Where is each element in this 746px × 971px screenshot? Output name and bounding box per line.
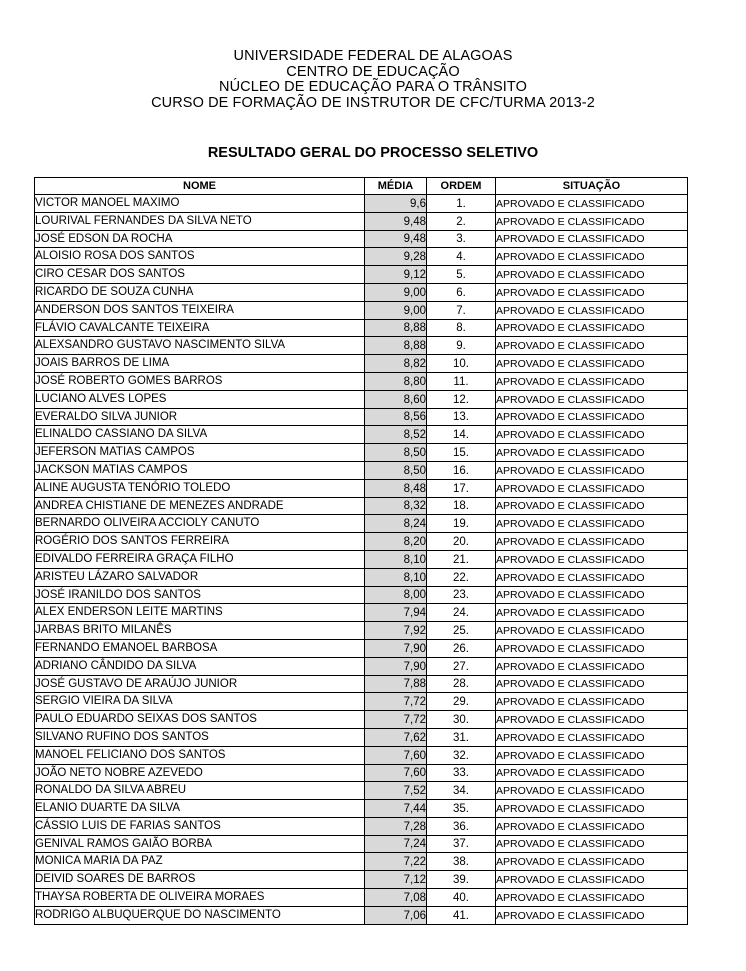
table-row: [35, 639, 688, 657]
candidate-status: APROVADO E CLASSIFICADO: [496, 533, 688, 551]
candidate-name: FERNANDO EMANOEL BARBOSA: [35, 639, 365, 657]
candidate-status: APROVADO E CLASSIFICADO: [496, 853, 688, 871]
candidate-status: APROVADO E CLASSIFICADO: [496, 355, 688, 373]
candidate-name: EDIVALDO FERREIRA GRAÇA FILHO: [35, 550, 365, 568]
candidate-rank: 19.: [427, 515, 496, 533]
candidate-status: APROVADO E CLASSIFICADO: [496, 586, 688, 604]
candidate-name: SERGIO VIEIRA DA SILVA: [35, 693, 365, 711]
table-row: [35, 515, 688, 533]
table-row: [35, 657, 688, 675]
table-row: [35, 355, 688, 373]
table-row: [35, 835, 688, 853]
table-row: [35, 301, 688, 319]
candidate-name: ALINE AUGUSTA TENÓRIO TOLEDO: [35, 479, 365, 497]
candidate-status: APROVADO E CLASSIFICADO: [496, 800, 688, 818]
candidate-rank: 1.: [427, 195, 496, 213]
candidate-status: APROVADO E CLASSIFICADO: [496, 212, 688, 230]
candidate-rank: 9.: [427, 337, 496, 355]
candidate-name: LUCIANO ALVES LOPES: [35, 390, 365, 408]
candidate-average: 7,62: [365, 728, 427, 746]
candidate-average: 8,10: [365, 568, 427, 586]
document-header: [0, 49, 746, 111]
candidate-rank: 21.: [427, 550, 496, 568]
candidate-rank: 25.: [427, 622, 496, 640]
candidate-average: 8,88: [365, 337, 427, 355]
candidate-average: 8,56: [365, 408, 427, 426]
candidate-name: ELINALDO CASSIANO DA SILVA: [35, 426, 365, 444]
candidate-name: MONICA MARIA DA PAZ: [35, 853, 365, 871]
candidate-name: ELANIO DUARTE DA SILVA: [35, 800, 365, 818]
result-title: RESULTADO GERAL DO PROCESSO SELETIVO: [207, 145, 539, 161]
table-row: [35, 604, 688, 622]
candidate-rank: 26.: [427, 639, 496, 657]
candidate-status: APROVADO E CLASSIFICADO: [496, 728, 688, 746]
candidate-average: 8,24: [365, 515, 427, 533]
candidate-average: 7,52: [365, 782, 427, 800]
candidate-average: 7,94: [365, 604, 427, 622]
candidate-rank: 33.: [427, 764, 496, 782]
candidate-rank: 41.: [427, 906, 496, 924]
table-row: [35, 390, 688, 408]
table-row: [35, 782, 688, 800]
table-body: [35, 195, 688, 925]
candidate-status: APROVADO E CLASSIFICADO: [496, 639, 688, 657]
candidate-name: LOURIVAL FERNANDES DA SILVA NETO: [35, 212, 365, 230]
candidate-name: THAYSA ROBERTA DE OLIVEIRA MORAES: [35, 889, 365, 907]
candidate-average: 9,48: [365, 230, 427, 248]
candidate-average: 8,82: [365, 355, 427, 373]
candidate-name: RODRIGO ALBUQUERQUE DO NASCIMENTO: [35, 906, 365, 924]
candidate-rank: 22.: [427, 568, 496, 586]
nucleus-name: NÚCLEO DE EDUCAÇÃO PARA O TRÂNSITO: [219, 79, 527, 95]
candidate-status: APROVADO E CLASSIFICADO: [496, 390, 688, 408]
table-row: [35, 319, 688, 337]
candidate-average: 8,88: [365, 319, 427, 337]
candidate-rank: 3.: [427, 230, 496, 248]
candidate-average: 8,48: [365, 479, 427, 497]
candidate-name: BERNARDO OLIVEIRA ACCIOLY CANUTO: [35, 515, 365, 533]
column-header-situacao: SITUAÇÃO: [496, 178, 688, 195]
candidate-average: 8,60: [365, 390, 427, 408]
candidate-name: ROGÉRIO DOS SANTOS FERREIRA: [35, 533, 365, 551]
candidate-name: MANOEL FELICIANO DOS SANTOS: [35, 746, 365, 764]
candidate-average: 9,28: [365, 248, 427, 266]
table-row: [35, 817, 688, 835]
candidate-name: ALEXSANDRO GUSTAVO NASCIMENTO SILVA: [35, 337, 365, 355]
candidate-status: APROVADO E CLASSIFICADO: [496, 283, 688, 301]
table-row: [35, 711, 688, 729]
candidate-rank: 11.: [427, 372, 496, 390]
table-row: [35, 479, 688, 497]
candidate-rank: 36.: [427, 817, 496, 835]
table-row: [35, 533, 688, 551]
candidate-status: APROVADO E CLASSIFICADO: [496, 835, 688, 853]
candidate-rank: 34.: [427, 782, 496, 800]
table-row: [35, 693, 688, 711]
candidate-average: 7,72: [365, 693, 427, 711]
table-row: [35, 764, 688, 782]
candidate-name: SILVANO RUFINO DOS SANTOS: [35, 728, 365, 746]
candidate-average: 7,72: [365, 711, 427, 729]
candidate-average: 9,00: [365, 301, 427, 319]
table-row: [35, 248, 688, 266]
candidate-status: APROVADO E CLASSIFICADO: [496, 426, 688, 444]
candidate-name: JOÃO NETO NOBRE AZEVEDO: [35, 764, 365, 782]
candidate-average: 7,06: [365, 906, 427, 924]
candidate-status: APROVADO E CLASSIFICADO: [496, 497, 688, 515]
table-row: [35, 497, 688, 515]
candidate-name: ANDERSON DOS SANTOS TEIXEIRA: [35, 301, 365, 319]
candidate-rank: 17.: [427, 479, 496, 497]
table-row: [35, 408, 688, 426]
candidate-rank: 31.: [427, 728, 496, 746]
table-row: [35, 906, 688, 924]
candidate-name: PAULO EDUARDO SEIXAS DOS SANTOS: [35, 711, 365, 729]
candidate-average: 8,52: [365, 426, 427, 444]
candidate-status: APROVADO E CLASSIFICADO: [496, 408, 688, 426]
candidate-name: ALEX ENDERSON LEITE MARTINS: [35, 604, 365, 622]
column-header-ordem: ORDEM: [427, 178, 496, 195]
table-row: [35, 568, 688, 586]
candidate-average: 8,00: [365, 586, 427, 604]
candidate-name: EVERALDO SILVA JUNIOR: [35, 408, 365, 426]
candidate-name: FLÁVIO CAVALCANTE TEIXEIRA: [35, 319, 365, 337]
candidate-name: DEIVID SOARES DE BARROS: [35, 871, 365, 889]
results-table: [34, 177, 688, 925]
table-row: [35, 800, 688, 818]
candidate-average: 8,80: [365, 372, 427, 390]
candidate-average: 7,60: [365, 764, 427, 782]
table-row: [35, 195, 688, 213]
candidate-status: APROVADO E CLASSIFICADO: [496, 889, 688, 907]
candidate-name: ADRIANO CÂNDIDO DA SILVA: [35, 657, 365, 675]
table-row: [35, 871, 688, 889]
table-row: [35, 853, 688, 871]
candidate-rank: 24.: [427, 604, 496, 622]
candidate-average: 8,50: [365, 461, 427, 479]
candidate-status: APROVADO E CLASSIFICADO: [496, 693, 688, 711]
candidate-rank: 5.: [427, 266, 496, 284]
candidate-average: 7,28: [365, 817, 427, 835]
candidate-rank: 14.: [427, 426, 496, 444]
candidate-name: JOSÉ ROBERTO GOMES BARROS: [35, 372, 365, 390]
candidate-rank: 10.: [427, 355, 496, 373]
table-row: [35, 586, 688, 604]
table-row: [35, 426, 688, 444]
candidate-name: ALOISIO ROSA DOS SANTOS: [35, 248, 365, 266]
candidate-rank: 35.: [427, 800, 496, 818]
candidate-status: APROVADO E CLASSIFICADO: [496, 711, 688, 729]
candidate-name: JEFERSON MATIAS CAMPOS: [35, 444, 365, 462]
column-header-media: MÉDIA: [365, 178, 427, 195]
candidate-average: 7,44: [365, 800, 427, 818]
candidate-name: ANDREA CHISTIANE DE MENEZES ANDRADE: [35, 497, 365, 515]
candidate-rank: 39.: [427, 871, 496, 889]
candidate-status: APROVADO E CLASSIFICADO: [496, 461, 688, 479]
candidate-rank: 12.: [427, 390, 496, 408]
candidate-average: 8,10: [365, 550, 427, 568]
candidate-name: JOAIS BARROS DE LIMA: [35, 355, 365, 373]
course-name: CURSO DE FORMAÇÃO DE INSTRUTOR DE CFC/TURMA 2013-2: [151, 94, 595, 111]
table-header-row: [35, 178, 688, 195]
table-row: [35, 889, 688, 907]
candidate-name: ARISTEU LÁZARO SALVADOR: [35, 568, 365, 586]
candidate-rank: 38.: [427, 853, 496, 871]
candidate-rank: 4.: [427, 248, 496, 266]
candidate-status: APROVADO E CLASSIFICADO: [496, 444, 688, 462]
candidate-average: 8,32: [365, 497, 427, 515]
candidate-status: APROVADO E CLASSIFICADO: [496, 248, 688, 266]
table-row: [35, 372, 688, 390]
candidate-rank: 27.: [427, 657, 496, 675]
table-row: [35, 622, 688, 640]
column-header-nome: NOME: [35, 178, 365, 195]
candidate-status: APROVADO E CLASSIFICADO: [496, 604, 688, 622]
candidate-average: 9,48: [365, 212, 427, 230]
candidate-status: APROVADO E CLASSIFICADO: [496, 230, 688, 248]
candidate-rank: 20.: [427, 533, 496, 551]
candidate-name: GENIVAL RAMOS GAIÃO BORBA: [35, 835, 365, 853]
candidate-status: APROVADO E CLASSIFICADO: [496, 906, 688, 924]
candidate-status: APROVADO E CLASSIFICADO: [496, 657, 688, 675]
candidate-status: APROVADO E CLASSIFICADO: [496, 568, 688, 586]
candidate-average: 7,08: [365, 889, 427, 907]
candidate-rank: 29.: [427, 693, 496, 711]
candidate-status: APROVADO E CLASSIFICADO: [496, 479, 688, 497]
candidate-status: APROVADO E CLASSIFICADO: [496, 764, 688, 782]
candidate-rank: 6.: [427, 283, 496, 301]
university-name: UNIVERSIDADE FEDERAL DE ALAGOAS: [233, 48, 513, 64]
table-row: [35, 230, 688, 248]
table-row: [35, 266, 688, 284]
candidate-average: 7,60: [365, 746, 427, 764]
candidate-rank: 7.: [427, 301, 496, 319]
candidate-status: APROVADO E CLASSIFICADO: [496, 746, 688, 764]
candidate-name: VICTOR MANOEL MAXIMO: [35, 195, 365, 213]
center-name: CENTRO DE EDUCAÇÃO: [286, 63, 460, 80]
candidate-name: JOSÉ IRANILDO DOS SANTOS: [35, 586, 365, 604]
candidate-average: 7,24: [365, 835, 427, 853]
candidate-rank: 32.: [427, 746, 496, 764]
candidate-average: 7,90: [365, 639, 427, 657]
candidate-average: 7,90: [365, 657, 427, 675]
candidate-average: 7,12: [365, 871, 427, 889]
table-row: [35, 444, 688, 462]
candidate-name: JACKSON MATIAS CAMPOS: [35, 461, 365, 479]
table-row: [35, 550, 688, 568]
candidate-status: APROVADO E CLASSIFICADO: [496, 515, 688, 533]
candidate-status: APROVADO E CLASSIFICADO: [496, 266, 688, 284]
candidate-name: RICARDO DE SOUZA CUNHA: [35, 283, 365, 301]
candidate-status: APROVADO E CLASSIFICADO: [496, 372, 688, 390]
candidate-average: 8,50: [365, 444, 427, 462]
candidate-status: APROVADO E CLASSIFICADO: [496, 195, 688, 213]
candidate-status: APROVADO E CLASSIFICADO: [496, 782, 688, 800]
candidate-rank: 8.: [427, 319, 496, 337]
candidate-status: APROVADO E CLASSIFICADO: [496, 622, 688, 640]
candidate-name: CÁSSIO LUIS DE FARIAS SANTOS: [35, 817, 365, 835]
candidate-status: APROVADO E CLASSIFICADO: [496, 550, 688, 568]
candidate-rank: 2.: [427, 212, 496, 230]
candidate-rank: 13.: [427, 408, 496, 426]
candidate-rank: 16.: [427, 461, 496, 479]
candidate-name: JOSÉ GUSTAVO DE ARAÚJO JUNIOR: [35, 675, 365, 693]
candidate-status: APROVADO E CLASSIFICADO: [496, 675, 688, 693]
candidate-rank: 28.: [427, 675, 496, 693]
candidate-name: RONALDO DA SILVA ABREU: [35, 782, 365, 800]
candidate-rank: 30.: [427, 711, 496, 729]
candidate-name: CIRO CESAR DOS SANTOS: [35, 266, 365, 284]
table-row: [35, 461, 688, 479]
candidate-average: 9,12: [365, 266, 427, 284]
candidate-average: 7,92: [365, 622, 427, 640]
candidate-average: 7,88: [365, 675, 427, 693]
table-row: [35, 728, 688, 746]
candidate-average: 9,00: [365, 283, 427, 301]
candidate-status: APROVADO E CLASSIFICADO: [496, 301, 688, 319]
table-row: [35, 337, 688, 355]
candidate-rank: 23.: [427, 586, 496, 604]
candidate-status: APROVADO E CLASSIFICADO: [496, 319, 688, 337]
candidate-average: 9,6: [365, 195, 427, 213]
candidate-status: APROVADO E CLASSIFICADO: [496, 337, 688, 355]
candidate-name: JARBAS BRITO MILANÊS: [35, 622, 365, 640]
candidate-average: 7,22: [365, 853, 427, 871]
candidate-rank: 15.: [427, 444, 496, 462]
candidate-name: JOSÉ EDSON DA ROCHA: [35, 230, 365, 248]
table-row: [35, 675, 688, 693]
candidate-rank: 18.: [427, 497, 496, 515]
table-row: [35, 283, 688, 301]
candidate-rank: 40.: [427, 889, 496, 907]
table-row: [35, 746, 688, 764]
candidate-average: 8,20: [365, 533, 427, 551]
candidate-rank: 37.: [427, 835, 496, 853]
candidate-status: APROVADO E CLASSIFICADO: [496, 871, 688, 889]
table-row: [35, 212, 688, 230]
candidate-status: APROVADO E CLASSIFICADO: [496, 817, 688, 835]
